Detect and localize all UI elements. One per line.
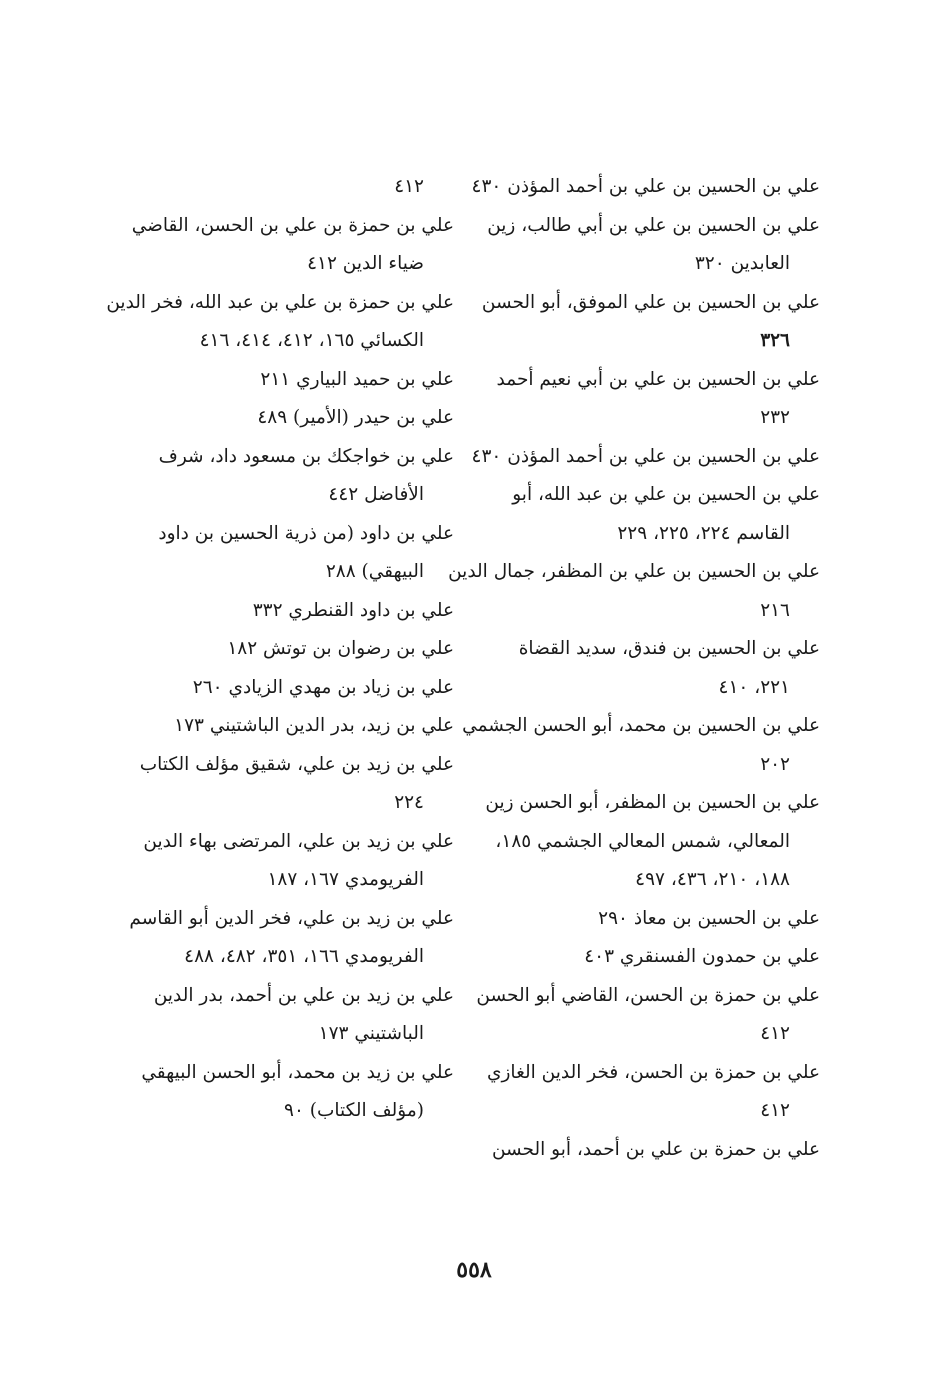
index-entry-line: علي بن داود (من ذرية الحسين بن داود bbox=[158, 522, 454, 544]
index-entry-line: علي بن زيد بن علي، فخر الدين أبو القاسم bbox=[129, 907, 454, 929]
index-entry-line: علي بن حمزة بن علي بن عبد الله، فخر الدين bbox=[106, 291, 454, 313]
index-entry-line: علي بن زيد بن علي، شقيق مؤلف الكتاب bbox=[139, 753, 454, 775]
index-entry-line: علي بن الحسين بن معاذ ٢٩٠ bbox=[598, 907, 820, 929]
index-entry-line: علي بن حمزة بن علي بن أحمد، أبو الحسن bbox=[491, 1138, 820, 1160]
index-entry-line: علي بن زيد بن علي بن أحمد، بدر الدين bbox=[153, 984, 454, 1006]
index-entry-line: علي بن الحسين بن علي بن أحمد المؤذن ٤٣٠ bbox=[471, 176, 820, 197]
index-entry-line: الكسائي ١٦٥، ٤١٢، ٤١٤، ٤١٦ bbox=[199, 330, 424, 351]
index-entry-line: ٤١٢ bbox=[394, 176, 424, 197]
index-entry-line: الباشتيني ١٧٣ bbox=[318, 1023, 424, 1044]
index-entry-line: الفريومدي ١٦٧، ١٨٧ bbox=[267, 869, 424, 890]
index-entry-line: ضياء الدين ٤١٢ bbox=[307, 253, 424, 274]
index-entry-line: علي بن الحسين بن علي الموفق، أبو الحسن bbox=[481, 291, 820, 313]
index-column-left bbox=[102, 168, 454, 1131]
index-entry-line: الفريومدي ١٦٦، ٣٥١، ٤٨٢، ٤٨٨ bbox=[184, 946, 424, 967]
index-entry-line: ٢٢٤ bbox=[394, 792, 424, 813]
index-entry-line: علي بن رضوان بن توتش ١٨٢ bbox=[227, 638, 454, 659]
index-entry-line: علي بن حمزة بن علي بن الحسن، القاضي bbox=[131, 214, 454, 236]
index-entry-line: علي بن الحسين بن علي بن أبي طالب، زين bbox=[487, 214, 820, 236]
index-entry-line: علي بن الحسين بن المظفر، أبو الحسن زين bbox=[485, 792, 820, 813]
index-entry-line: ٢٢١، ٤١٠ bbox=[718, 676, 790, 698]
index-entry-line: علي بن زيد بن محمد، أبو الحسن البيهقي bbox=[141, 1061, 454, 1083]
index-entry-line: علي بن حيدر (الأمير) ٤٨٩ bbox=[257, 407, 454, 428]
index-entry-line: علي بن الحسين بن علي بن المظفر، جمال الدين bbox=[448, 561, 820, 582]
index-entry-line: البيهقي) ٢٨٨ bbox=[325, 561, 424, 582]
index-entry-line: علي بن حميد البياري ٢١١ bbox=[260, 368, 454, 390]
index-entry-line: علي بن حمزة بن الحسن، فخر الدين الغازي bbox=[487, 1061, 820, 1083]
index-entry-line: العابدين ٣٢٠ bbox=[694, 253, 790, 274]
index-entry-line: علي بن الحسين بن علي بن أحمد المؤذن ٤٣٠ bbox=[471, 445, 820, 467]
index-entry-line: علي بن زيد بن علي، المرتضى بهاء الدين bbox=[143, 830, 454, 852]
index-entry-line: علي بن الحسين بن محمد، أبو الحسن الجشمي bbox=[462, 715, 820, 736]
page-number: ٥٥٨ bbox=[456, 1257, 492, 1283]
index-entry-line: علي بن الحسين بن فندق، سديد القضاة bbox=[518, 638, 820, 659]
index-entry-line: علي بن الحسين بن علي بن أبي نعيم أحمد bbox=[496, 368, 820, 390]
index-entry-line: علي بن داود القنطري ٣٣٢ bbox=[252, 599, 454, 621]
index-entry-line: ١٨٨، ٢١٠، ٤٣٦، ٤٩٧ bbox=[635, 869, 790, 890]
index-entry-line: المعالي، شمس المعالي الجشمي ١٨٥، bbox=[495, 830, 790, 852]
index-entry-line: علي بن خواجكك بن مسعود داد، شرف bbox=[158, 445, 454, 467]
index-entry-line: علي بن زياد بن مهدي الزيادي ٢٦٠ bbox=[192, 676, 454, 698]
index-entry-line: (مؤلف الكتاب) ٩٠ bbox=[284, 1100, 424, 1121]
index-entry-line: ٢٠٢ bbox=[760, 753, 790, 775]
index-entry-line: القاسم ٢٢٤، ٢٢٥، ٢٢٩ bbox=[617, 522, 790, 544]
index-entry-line: الأفاضل ٤٤٢ bbox=[328, 484, 424, 505]
index-entry-line: ٢١٦ bbox=[760, 599, 790, 621]
index-entry-line: علي بن حمدون الفسنقري ٤٠٣ bbox=[584, 946, 820, 967]
index-entry-line: ٤١٢ bbox=[760, 1100, 790, 1121]
index-entry-line: علي بن زيد، بدر الدين الباشتيني ١٧٣ bbox=[174, 715, 454, 736]
index-entry-line: علي بن حمزة بن الحسن، القاضي أبو الحسن bbox=[476, 984, 820, 1006]
index-entry-line: ٤١٢ bbox=[760, 1023, 790, 1044]
index-column-right bbox=[448, 168, 820, 1169]
index-entry-line: ٣٢٦ bbox=[760, 330, 790, 351]
index-entry-line: ٢٣٢ bbox=[760, 407, 790, 428]
index-entry-line: علي بن الحسين بن علي بن عبد الله، أبو bbox=[512, 484, 820, 505]
